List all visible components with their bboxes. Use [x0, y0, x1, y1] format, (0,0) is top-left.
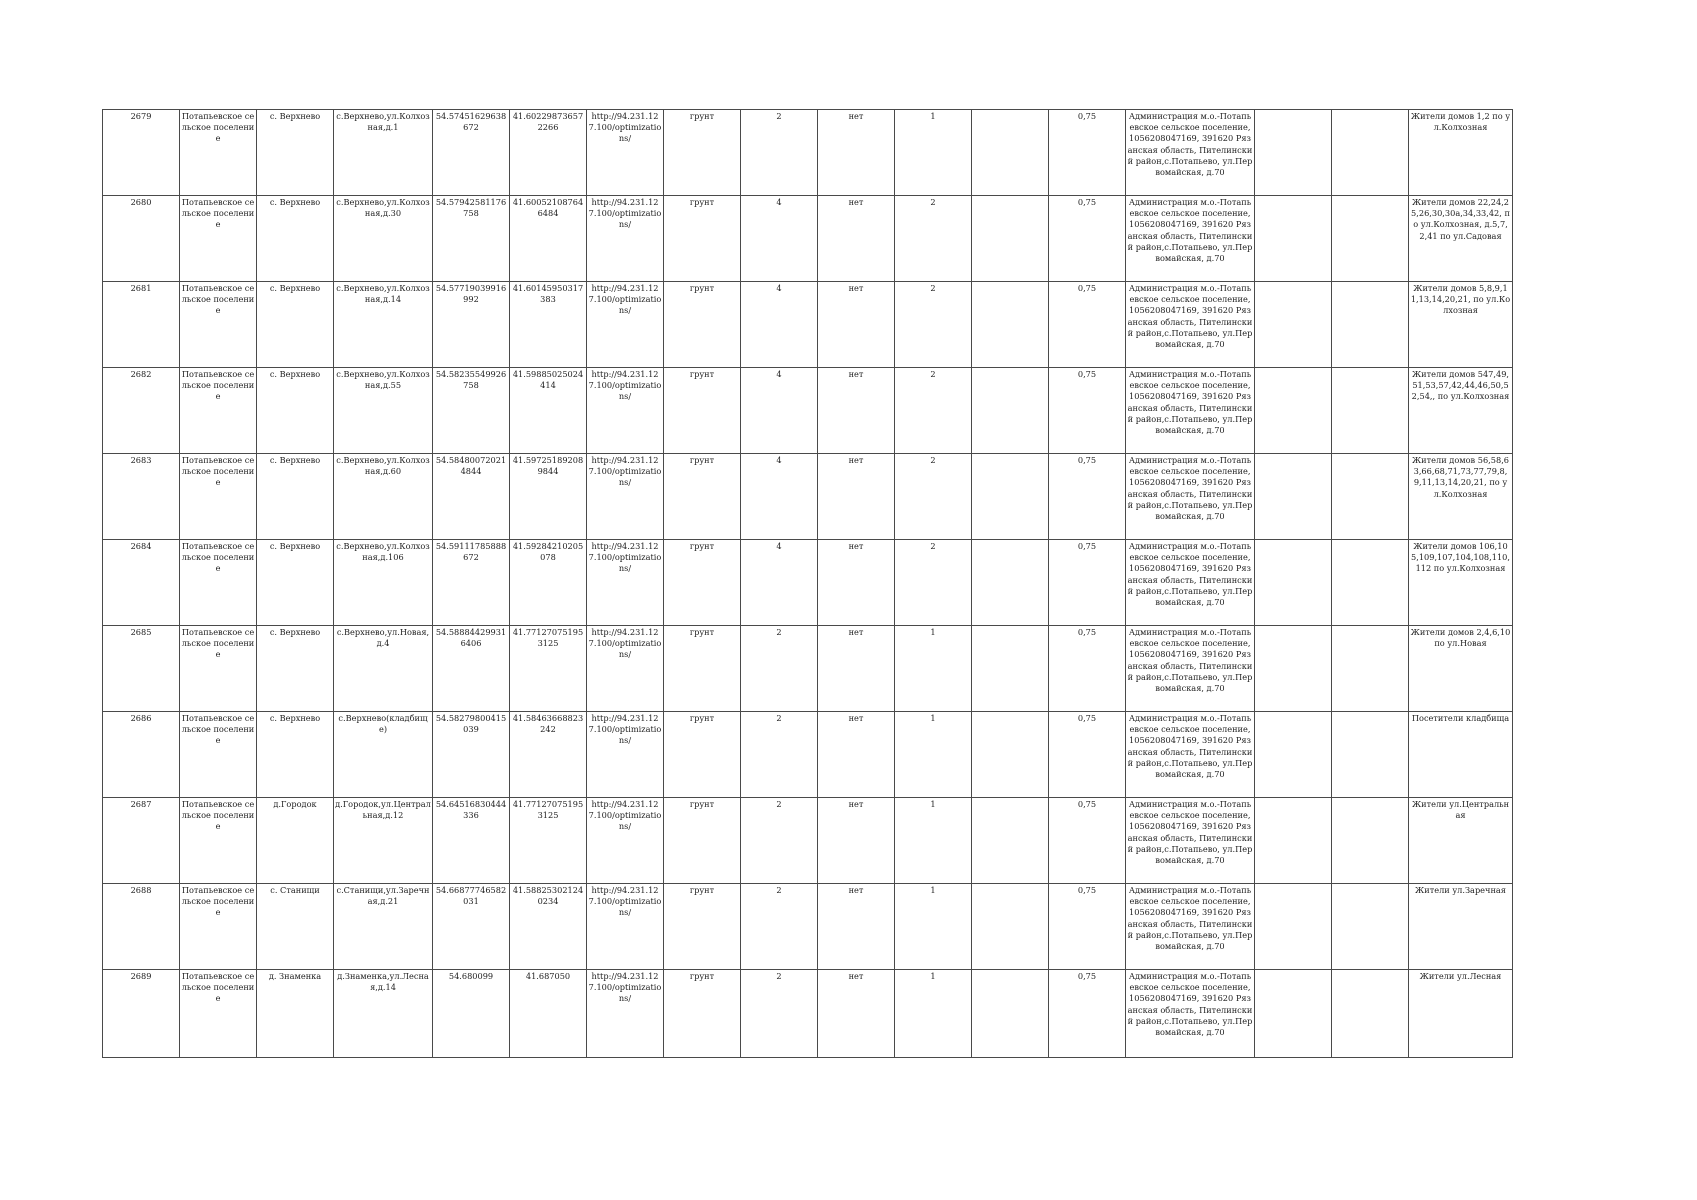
surface-cell: грунт: [664, 368, 741, 454]
record-number-cell: 2681: [103, 282, 180, 368]
locality-cell: с. Верхнево: [257, 196, 334, 282]
residents-cell: Жители домов 56,58,63,66,68,71,73,77,79,8,9,11,13,14,20,21, по ул.Колхозная: [1409, 454, 1513, 540]
address-cell: с.Верхнево,ул.Колхозная,д.106: [334, 540, 433, 626]
latitude-cell: 54.680099: [433, 970, 510, 1058]
locality-cell: с. Верхнево: [257, 368, 334, 454]
url-cell: http://94.231.127.100/optimizations/: [587, 368, 664, 454]
flag-cell: нет: [818, 712, 895, 798]
surface-cell: грунт: [664, 454, 741, 540]
latitude-cell: 54.57942581176758: [433, 196, 510, 282]
settlement-cell: Потапьевское сельское поселение: [180, 368, 257, 454]
table-row: [103, 626, 1513, 712]
volume-cell: 0,75: [1049, 110, 1126, 196]
address-cell: с.Верхнево,ул.Колхозная,д.55: [334, 368, 433, 454]
empty-cell: [972, 798, 1049, 884]
surface-cell: грунт: [664, 970, 741, 1058]
count-cell: 2: [895, 540, 972, 626]
owner-cell: Администрация м.о.-Потапьевское сельское поселение,1056208047169, 391620 Рязанская область, Пителинский район,с.Потапьево, ул.Первомайская, д.70: [1126, 282, 1255, 368]
longitude-cell: 41.771270751953125: [510, 626, 587, 712]
count-cell: 1: [895, 110, 972, 196]
longitude-cell: 41.600521087646484: [510, 196, 587, 282]
owner-cell: Администрация м.о.-Потапьевское сельское поселение,1056208047169, 391620 Рязанская область, Пителинский район,с.Потапьево, ул.Первомайская, д.70: [1126, 540, 1255, 626]
empty-cell: [1255, 110, 1332, 196]
volume-cell: 0,75: [1049, 884, 1126, 970]
surface-cell: грунт: [664, 884, 741, 970]
empty-cell: [1332, 798, 1409, 884]
url-cell: http://94.231.127.100/optimizations/: [587, 110, 664, 196]
empty-cell: [1332, 196, 1409, 282]
locality-cell: с. Верхнево: [257, 626, 334, 712]
table-row: [103, 368, 1513, 454]
url-cell: http://94.231.127.100/optimizations/: [587, 798, 664, 884]
flag-cell: нет: [818, 884, 895, 970]
owner-cell: Администрация м.о.-Потапьевское сельское поселение,1056208047169, 391620 Рязанская область, Пителинский район,с.Потапьево, ул.Первомайская, д.70: [1126, 368, 1255, 454]
table-row: [103, 110, 1513, 196]
empty-cell: [1332, 712, 1409, 798]
record-number-cell: 2679: [103, 110, 180, 196]
locality-cell: с. Верхнево: [257, 454, 334, 540]
volume-cell: 0,75: [1049, 540, 1126, 626]
empty-cell: [1255, 454, 1332, 540]
record-number-cell: 2687: [103, 798, 180, 884]
count-cell: 4: [741, 196, 818, 282]
empty-cell: [972, 712, 1049, 798]
longitude-cell: 41.771270751953125: [510, 798, 587, 884]
surface-cell: грунт: [664, 282, 741, 368]
url-cell: http://94.231.127.100/optimizations/: [587, 540, 664, 626]
surface-cell: грунт: [664, 712, 741, 798]
volume-cell: 0,75: [1049, 970, 1126, 1058]
owner-cell: Администрация м.о.-Потапьевское сельское поселение,1056208047169, 391620 Рязанская область, Пителинский район,с.Потапьево, ул.Первомайская, д.70: [1126, 110, 1255, 196]
table-row: [103, 454, 1513, 540]
address-cell: с.Верхнево,ул.Колхозная,д.14: [334, 282, 433, 368]
longitude-cell: 41.59885025024414: [510, 368, 587, 454]
owner-cell: Администрация м.о.-Потапьевское сельское поселение,1056208047169, 391620 Рязанская область, Пителинский район,с.Потапьево, ул.Первомайская, д.70: [1126, 798, 1255, 884]
empty-cell: [972, 368, 1049, 454]
latitude-cell: 54.57719039916992: [433, 282, 510, 368]
address-cell: с.Верхнево(кладбище): [334, 712, 433, 798]
locality-cell: с. Верхнево: [257, 540, 334, 626]
count-cell: 1: [895, 970, 972, 1058]
url-cell: http://94.231.127.100/optimizations/: [587, 626, 664, 712]
record-number-cell: 2689: [103, 970, 180, 1058]
surface-cell: грунт: [664, 798, 741, 884]
latitude-cell: 54.57451629638672: [433, 110, 510, 196]
surface-cell: грунт: [664, 196, 741, 282]
url-cell: http://94.231.127.100/optimizations/: [587, 970, 664, 1058]
count-cell: 1: [895, 798, 972, 884]
surface-cell: грунт: [664, 626, 741, 712]
empty-cell: [1255, 368, 1332, 454]
table-row: [103, 970, 1513, 1058]
count-cell: 4: [741, 282, 818, 368]
record-number-cell: 2680: [103, 196, 180, 282]
address-cell: с.Верхнево,ул.Новая,д.4: [334, 626, 433, 712]
settlement-cell: Потапьевское сельское поселение: [180, 282, 257, 368]
longitude-cell: 41.58463668823242: [510, 712, 587, 798]
count-cell: 4: [741, 454, 818, 540]
latitude-cell: 54.584800720214844: [433, 454, 510, 540]
url-cell: http://94.231.127.100/optimizations/: [587, 712, 664, 798]
table-body: [103, 110, 1513, 1058]
longitude-cell: 41.59284210205078: [510, 540, 587, 626]
count-cell: 2: [741, 626, 818, 712]
record-number-cell: 2683: [103, 454, 180, 540]
owner-cell: Администрация м.о.-Потапьевское сельское поселение,1056208047169, 391620 Рязанская область, Пителинский район,с.Потапьево, ул.Первомайская, д.70: [1126, 884, 1255, 970]
locality-cell: с. Станищи: [257, 884, 334, 970]
empty-cell: [1255, 884, 1332, 970]
flag-cell: нет: [818, 540, 895, 626]
owner-cell: Администрация м.о.-Потапьевское сельское поселение,1056208047169, 391620 Рязанская область, Пителинский район,с.Потапьево, ул.Первомайская, д.70: [1126, 970, 1255, 1058]
count-cell: 2: [741, 798, 818, 884]
empty-cell: [1332, 884, 1409, 970]
address-cell: с.Верхнево,ул.Колхозная,д.30: [334, 196, 433, 282]
latitude-cell: 54.58235549926758: [433, 368, 510, 454]
count-cell: 1: [895, 712, 972, 798]
owner-cell: Администрация м.о.-Потапьевское сельское поселение,1056208047169, 391620 Рязанская область, Пителинский район,с.Потапьево, ул.Первомайская, д.70: [1126, 454, 1255, 540]
count-cell: 2: [741, 884, 818, 970]
settlement-cell: Потапьевское сельское поселение: [180, 712, 257, 798]
count-cell: 1: [895, 626, 972, 712]
record-number-cell: 2682: [103, 368, 180, 454]
count-cell: 1: [895, 884, 972, 970]
settlement-cell: Потапьевское сельское поселение: [180, 540, 257, 626]
url-cell: http://94.231.127.100/optimizations/: [587, 454, 664, 540]
url-cell: http://94.231.127.100/optimizations/: [587, 196, 664, 282]
residents-cell: Жители домов 1,2 по ул.Колхозная: [1409, 110, 1513, 196]
address-cell: с.Верхнево,ул.Колхозная,д.60: [334, 454, 433, 540]
table-row: [103, 282, 1513, 368]
owner-cell: Администрация м.о.-Потапьевское сельское поселение,1056208047169, 391620 Рязанская область, Пителинский район,с.Потапьево, ул.Первомайская, д.70: [1126, 712, 1255, 798]
empty-cell: [1255, 540, 1332, 626]
empty-cell: [972, 282, 1049, 368]
flag-cell: нет: [818, 110, 895, 196]
residents-cell: Жители домов 22,24,25,26,30,30а,34,33,42, по ул.Колхозная, д.5,7,2,41 по ул.Садовая: [1409, 196, 1513, 282]
longitude-cell: 41.588253021240234: [510, 884, 587, 970]
record-number-cell: 2684: [103, 540, 180, 626]
latitude-cell: 54.66877746582031: [433, 884, 510, 970]
settlement-cell: Потапьевское сельское поселение: [180, 196, 257, 282]
settlement-cell: Потапьевское сельское поселение: [180, 110, 257, 196]
residents-cell: Жители домов 106,105,109,107,104,108,110,112 по ул.Колхозная: [1409, 540, 1513, 626]
record-number-cell: 2685: [103, 626, 180, 712]
volume-cell: 0,75: [1049, 368, 1126, 454]
volume-cell: 0,75: [1049, 626, 1126, 712]
residents-cell: Жители ул.Заречная: [1409, 884, 1513, 970]
latitude-cell: 54.64516830444336: [433, 798, 510, 884]
residents-cell: Жители домов 5,8,9,11,13,14,20,21, по ул.Колхозная: [1409, 282, 1513, 368]
empty-cell: [1255, 970, 1332, 1058]
count-cell: 2: [895, 368, 972, 454]
count-cell: 2: [895, 196, 972, 282]
empty-cell: [1332, 282, 1409, 368]
volume-cell: 0,75: [1049, 798, 1126, 884]
count-cell: 2: [741, 110, 818, 196]
locality-cell: д. Знаменка: [257, 970, 334, 1058]
flag-cell: нет: [818, 282, 895, 368]
empty-cell: [1255, 798, 1332, 884]
count-cell: 2: [741, 970, 818, 1058]
longitude-cell: 41.687050: [510, 970, 587, 1058]
table-row: [103, 712, 1513, 798]
owner-cell: Администрация м.о.-Потапьевское сельское поселение,1056208047169, 391620 Рязанская область, Пителинский район,с.Потапьево, ул.Первомайская, д.70: [1126, 626, 1255, 712]
flag-cell: нет: [818, 626, 895, 712]
address-cell: д.Городок,ул.Центральная,д.12: [334, 798, 433, 884]
empty-cell: [1255, 282, 1332, 368]
locality-cell: с. Верхнево: [257, 712, 334, 798]
empty-cell: [1255, 626, 1332, 712]
residents-cell: Жители ул.Центральная: [1409, 798, 1513, 884]
volume-cell: 0,75: [1049, 196, 1126, 282]
residents-cell: Жители ул.Лесная: [1409, 970, 1513, 1058]
empty-cell: [972, 110, 1049, 196]
table-row: [103, 196, 1513, 282]
latitude-cell: 54.59111785888672: [433, 540, 510, 626]
latitude-cell: 54.588844299316406: [433, 626, 510, 712]
locality-cell: д.Городок: [257, 798, 334, 884]
table-row: [103, 798, 1513, 884]
locality-cell: с. Верхнево: [257, 282, 334, 368]
count-cell: 4: [741, 540, 818, 626]
settlement-cell: Потапьевское сельское поселение: [180, 454, 257, 540]
settlement-cell: Потапьевское сельское поселение: [180, 798, 257, 884]
count-cell: 2: [895, 454, 972, 540]
table-row: [103, 884, 1513, 970]
record-number-cell: 2688: [103, 884, 180, 970]
empty-cell: [1332, 540, 1409, 626]
longitude-cell: 41.60145950317383: [510, 282, 587, 368]
url-cell: http://94.231.127.100/optimizations/: [587, 282, 664, 368]
settlement-cell: Потапьевское сельское поселение: [180, 626, 257, 712]
flag-cell: нет: [818, 454, 895, 540]
count-cell: 2: [741, 712, 818, 798]
address-cell: д.Знаменка,ул.Лесная,д.14: [334, 970, 433, 1058]
record-number-cell: 2686: [103, 712, 180, 798]
flag-cell: нет: [818, 970, 895, 1058]
empty-cell: [972, 970, 1049, 1058]
empty-cell: [972, 540, 1049, 626]
empty-cell: [1332, 454, 1409, 540]
flag-cell: нет: [818, 196, 895, 282]
registry-table: [102, 109, 1513, 1058]
empty-cell: [972, 884, 1049, 970]
longitude-cell: 41.602298736572266: [510, 110, 587, 196]
empty-cell: [1332, 368, 1409, 454]
count-cell: 4: [741, 368, 818, 454]
settlement-cell: Потапьевское сельское поселение: [180, 884, 257, 970]
empty-cell: [1332, 626, 1409, 712]
surface-cell: грунт: [664, 110, 741, 196]
address-cell: с.Станищи,ул.Заречная,д.21: [334, 884, 433, 970]
longitude-cell: 41.597251892089844: [510, 454, 587, 540]
volume-cell: 0,75: [1049, 712, 1126, 798]
empty-cell: [1332, 970, 1409, 1058]
url-cell: http://94.231.127.100/optimizations/: [587, 884, 664, 970]
empty-cell: [972, 626, 1049, 712]
locality-cell: с. Верхнево: [257, 110, 334, 196]
latitude-cell: 54.58279800415039: [433, 712, 510, 798]
residents-cell: Жители домов 547,49,51,53,57,42,44,46,50,52,54,, по ул.Колхозная: [1409, 368, 1513, 454]
empty-cell: [1255, 712, 1332, 798]
surface-cell: грунт: [664, 540, 741, 626]
volume-cell: 0,75: [1049, 282, 1126, 368]
volume-cell: 0,75: [1049, 454, 1126, 540]
count-cell: 2: [895, 282, 972, 368]
owner-cell: Администрация м.о.-Потапьевское сельское поселение,1056208047169, 391620 Рязанская область, Пителинский район,с.Потапьево, ул.Первомайская, д.70: [1126, 196, 1255, 282]
flag-cell: нет: [818, 368, 895, 454]
empty-cell: [972, 454, 1049, 540]
residents-cell: Посетители кладбища: [1409, 712, 1513, 798]
table-row: [103, 540, 1513, 626]
empty-cell: [1332, 110, 1409, 196]
residents-cell: Жители домов 2,4,6,10 по ул.Новая: [1409, 626, 1513, 712]
settlement-cell: Потапьевское сельское поселение: [180, 970, 257, 1058]
empty-cell: [1255, 196, 1332, 282]
address-cell: с.Верхнево,ул.Колхозная,д.1: [334, 110, 433, 196]
empty-cell: [972, 196, 1049, 282]
flag-cell: нет: [818, 798, 895, 884]
